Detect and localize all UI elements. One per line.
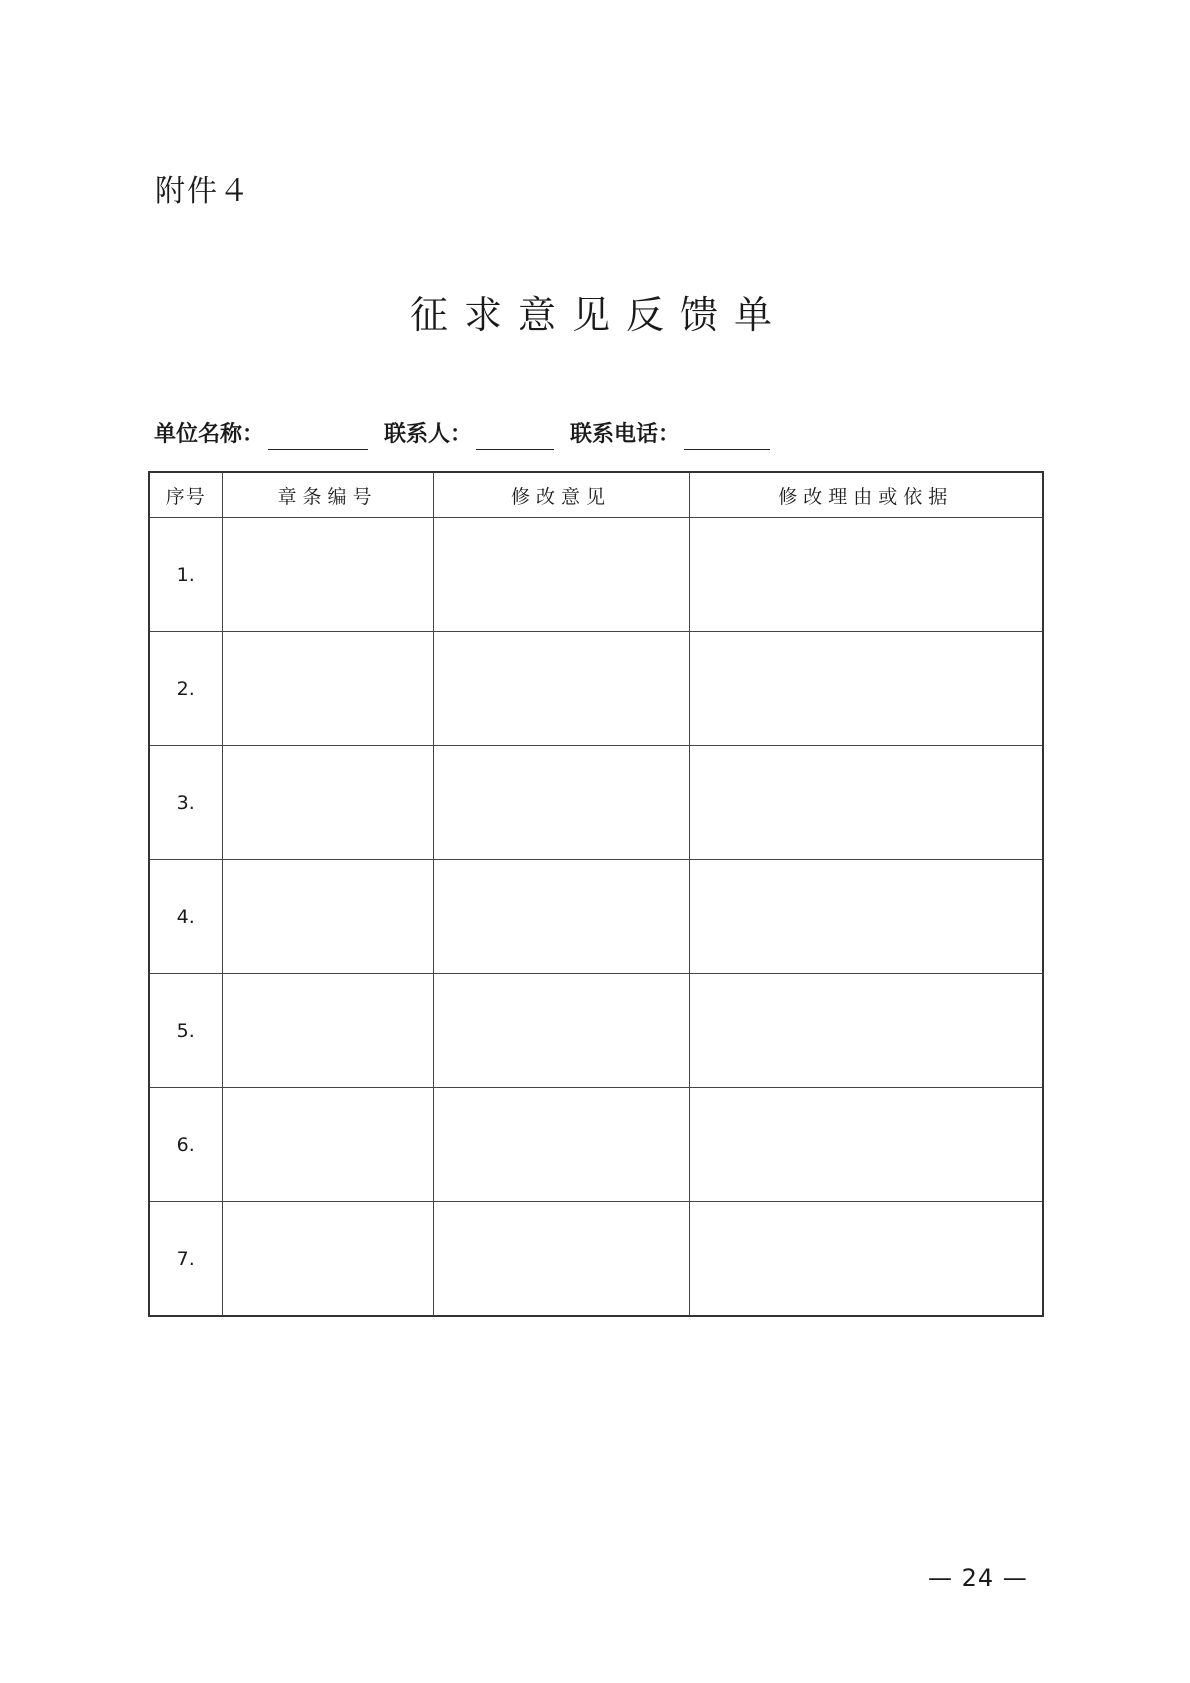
row-seq: 1. [149,518,222,632]
row-seq: 5. [149,974,222,1088]
row-seq: 7. [149,1202,222,1317]
revision-opinion-cell[interactable] [433,860,689,974]
revision-opinion-cell[interactable] [433,1202,689,1317]
row-seq: 3. [149,746,222,860]
contact-phone-label: 联系电话： [570,422,681,447]
table-row [149,746,1043,860]
revision-reason-cell[interactable] [689,860,1043,974]
clause-number-cell[interactable] [222,746,433,860]
clause-number-cell[interactable] [222,632,433,746]
revision-reason-cell[interactable] [689,746,1043,860]
row-seq: 4. [149,860,222,974]
revision-reason-cell[interactable] [689,1202,1043,1317]
revision-opinion-cell[interactable] [433,1088,689,1202]
table-row [149,974,1043,1088]
table-row [149,518,1043,632]
header-clause-number: 章条编号 [222,472,433,518]
revision-opinion-cell[interactable] [433,974,689,1088]
table-row [149,632,1043,746]
header-seq: 序号 [149,472,222,518]
unit-name-blank[interactable] [268,423,368,450]
contact-person-blank[interactable] [476,423,554,450]
contact-info-line [154,412,786,450]
contact-person-label: 联系人： [384,422,473,447]
page-title: 征求意见反馈单 [409,293,788,337]
clause-number-cell[interactable] [222,1088,433,1202]
unit-name-label: 单位名称： [154,422,265,447]
table-row [149,860,1043,974]
table-row [149,1202,1043,1317]
contact-phone-blank[interactable] [684,423,770,450]
clause-number-cell[interactable] [222,518,433,632]
attachment-label: 附件４ [155,174,251,209]
revision-reason-cell[interactable] [689,518,1043,632]
row-seq: 2. [149,632,222,746]
row-seq: 6. [149,1088,222,1202]
revision-opinion-cell[interactable] [433,632,689,746]
revision-reason-cell[interactable] [689,632,1043,746]
revision-reason-cell[interactable] [689,1088,1043,1202]
feedback-table [148,471,1044,1317]
table-row [149,1088,1043,1202]
page-number: — 24 — [928,1564,1028,1592]
revision-opinion-cell[interactable] [433,746,689,860]
clause-number-cell[interactable] [222,1202,433,1317]
revision-opinion-cell[interactable] [433,518,689,632]
clause-number-cell[interactable] [222,860,433,974]
revision-reason-cell[interactable] [689,974,1043,1088]
header-revision-reason: 修改理由或依据 [689,472,1043,518]
table-header-row [149,472,1043,518]
clause-number-cell[interactable] [222,974,433,1088]
header-revision-opinion: 修改意见 [433,472,689,518]
